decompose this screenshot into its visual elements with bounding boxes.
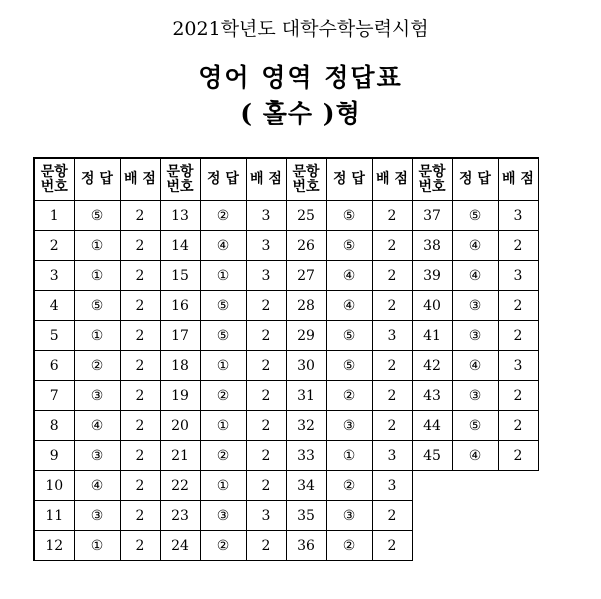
header-answer: 정 답 [452, 158, 498, 201]
answer-value: ① [200, 261, 246, 291]
answer-value: ③ [74, 441, 120, 471]
header-answer: 정 답 [200, 158, 246, 201]
empty-cell [412, 501, 538, 531]
question-number: 20 [160, 411, 200, 441]
answer-value: ④ [452, 351, 498, 381]
points-value: 2 [120, 291, 160, 321]
points-value: 2 [372, 501, 412, 531]
question-number: 2 [34, 231, 74, 261]
question-number: 14 [160, 231, 200, 261]
header-number-top: 문항 [292, 163, 320, 180]
header-question-number [160, 158, 200, 201]
answer-value: ① [326, 441, 372, 471]
points-value: 3 [498, 261, 538, 291]
answer-value: ③ [74, 381, 120, 411]
question-number: 40 [412, 291, 452, 321]
points-value: 2 [246, 531, 286, 561]
answer-key-title: 영어 영역 정답표 [198, 63, 403, 92]
question-number: 37 [412, 201, 452, 231]
points-value: 2 [372, 291, 412, 321]
table-row [34, 351, 538, 381]
answer-value: ② [200, 441, 246, 471]
question-number: 24 [160, 531, 200, 561]
points-value: 2 [120, 471, 160, 501]
answer-value: ② [326, 471, 372, 501]
empty-cell [412, 531, 538, 561]
points-value: 2 [372, 381, 412, 411]
question-number: 6 [34, 351, 74, 381]
question-number: 8 [34, 411, 74, 441]
answer-value: ④ [452, 261, 498, 291]
answer-value: ⑤ [326, 201, 372, 231]
header-points: 배 점 [498, 158, 538, 201]
answer-value: ① [74, 231, 120, 261]
points-value: 2 [246, 441, 286, 471]
question-number: 22 [160, 471, 200, 501]
header-question-number [412, 158, 452, 201]
answer-value: ⑤ [326, 231, 372, 261]
points-value: 2 [246, 411, 286, 441]
question-number: 15 [160, 261, 200, 291]
answer-value: ④ [74, 411, 120, 441]
answer-value: ③ [452, 291, 498, 321]
question-number: 21 [160, 441, 200, 471]
answer-value: ② [74, 351, 120, 381]
form-type-title: ( 홀수 )형 [240, 99, 361, 128]
points-value: 2 [120, 531, 160, 561]
header-number-bottom: 번호 [418, 178, 446, 195]
question-number: 13 [160, 201, 200, 231]
header-points: 배 점 [120, 158, 160, 201]
question-number: 17 [160, 321, 200, 351]
question-number: 32 [286, 411, 326, 441]
question-number: 30 [286, 351, 326, 381]
answer-value: ① [74, 321, 120, 351]
answer-value: ⑤ [326, 321, 372, 351]
answer-value: ④ [200, 231, 246, 261]
answer-value: ① [200, 411, 246, 441]
question-number: 44 [412, 411, 452, 441]
points-value: 2 [120, 261, 160, 291]
points-value: 2 [372, 231, 412, 261]
points-value: 2 [120, 411, 160, 441]
answer-value: ② [200, 201, 246, 231]
question-number: 42 [412, 351, 452, 381]
question-number: 5 [34, 321, 74, 351]
table-row [34, 441, 538, 471]
answer-value: ④ [326, 261, 372, 291]
points-value: 2 [120, 381, 160, 411]
question-number: 19 [160, 381, 200, 411]
answer-value: ③ [326, 411, 372, 441]
points-value: 3 [372, 441, 412, 471]
table-row [34, 231, 538, 261]
points-value: 2 [120, 441, 160, 471]
table-row [34, 291, 538, 321]
question-number: 3 [34, 261, 74, 291]
header-number-bottom: 번호 [292, 178, 320, 195]
points-value: 2 [246, 321, 286, 351]
header-number-top: 문항 [40, 163, 68, 180]
question-number: 9 [34, 441, 74, 471]
points-value: 2 [246, 291, 286, 321]
answer-value: ② [200, 381, 246, 411]
empty-cell [412, 471, 538, 501]
question-number: 43 [412, 381, 452, 411]
answer-value: ⑤ [326, 351, 372, 381]
points-value: 2 [372, 411, 412, 441]
question-number: 28 [286, 291, 326, 321]
answer-value: ⑤ [74, 291, 120, 321]
header-question-number [286, 158, 326, 201]
table-row [34, 471, 538, 501]
points-value: 2 [246, 381, 286, 411]
answer-value: ⑤ [452, 201, 498, 231]
header-number-bottom: 번호 [40, 178, 68, 195]
points-value: 2 [246, 471, 286, 501]
points-value: 2 [372, 201, 412, 231]
answer-value: ③ [326, 501, 372, 531]
points-value: 3 [498, 351, 538, 381]
answer-value: ② [200, 531, 246, 561]
answer-value: ③ [74, 501, 120, 531]
points-value: 2 [372, 351, 412, 381]
question-number: 23 [160, 501, 200, 531]
question-number: 29 [286, 321, 326, 351]
question-number: 36 [286, 531, 326, 561]
exam-title: 2021학년도 대학수학능력시험 [172, 18, 429, 40]
points-value: 2 [372, 261, 412, 291]
table-row [34, 261, 538, 291]
table-row [34, 381, 538, 411]
points-value: 3 [246, 201, 286, 231]
question-number: 1 [34, 201, 74, 231]
points-value: 2 [120, 321, 160, 351]
answer-value: ⑤ [74, 201, 120, 231]
answer-value: ④ [326, 291, 372, 321]
header-number-bottom: 번호 [166, 178, 194, 195]
answer-value: ① [200, 351, 246, 381]
points-value: 2 [498, 231, 538, 261]
answer-value: ② [326, 381, 372, 411]
header-points: 배 점 [372, 158, 412, 201]
answer-value: ③ [200, 501, 246, 531]
answer-value: ① [200, 471, 246, 501]
header-answer: 정 답 [74, 158, 120, 201]
answer-table [33, 157, 539, 561]
header-row [34, 158, 538, 201]
question-number: 4 [34, 291, 74, 321]
points-value: 2 [372, 531, 412, 561]
answer-value: ④ [452, 231, 498, 261]
table-row [34, 531, 538, 561]
question-number: 45 [412, 441, 452, 471]
table-row [34, 501, 538, 531]
question-number: 12 [34, 531, 74, 561]
answer-value: ⑤ [200, 291, 246, 321]
question-number: 10 [34, 471, 74, 501]
points-value: 2 [498, 381, 538, 411]
question-number: 25 [286, 201, 326, 231]
answer-value: ② [326, 531, 372, 561]
question-number: 7 [34, 381, 74, 411]
points-value: 2 [120, 351, 160, 381]
question-number: 34 [286, 471, 326, 501]
header-number-top: 문항 [166, 163, 194, 180]
header-number-top: 문항 [418, 163, 446, 180]
points-value: 2 [120, 501, 160, 531]
points-value: 3 [246, 261, 286, 291]
answer-table-body [34, 201, 538, 561]
answer-value: ① [74, 261, 120, 291]
points-value: 3 [246, 501, 286, 531]
points-value: 2 [246, 351, 286, 381]
answer-value: ⑤ [200, 321, 246, 351]
answer-value: ③ [452, 321, 498, 351]
points-value: 3 [372, 471, 412, 501]
question-number: 39 [412, 261, 452, 291]
question-number: 38 [412, 231, 452, 261]
points-value: 2 [498, 441, 538, 471]
points-value: 3 [246, 231, 286, 261]
header-points: 배 점 [246, 158, 286, 201]
points-value: 2 [498, 321, 538, 351]
question-number: 33 [286, 441, 326, 471]
table-row [34, 411, 538, 441]
table-row [34, 321, 538, 351]
header-question-number [34, 158, 74, 201]
answer-value: ① [74, 531, 120, 561]
question-number: 26 [286, 231, 326, 261]
question-number: 11 [34, 501, 74, 531]
question-number: 31 [286, 381, 326, 411]
question-number: 16 [160, 291, 200, 321]
table-row [34, 201, 538, 231]
answer-value: ④ [452, 441, 498, 471]
answer-value: ③ [452, 381, 498, 411]
header-answer: 정 답 [326, 158, 372, 201]
question-number: 18 [160, 351, 200, 381]
question-number: 27 [286, 261, 326, 291]
points-value: 2 [120, 231, 160, 261]
answer-value: ④ [74, 471, 120, 501]
answer-value: ⑤ [452, 411, 498, 441]
question-number: 35 [286, 501, 326, 531]
points-value: 2 [120, 201, 160, 231]
question-number: 41 [412, 321, 452, 351]
points-value: 3 [372, 321, 412, 351]
points-value: 2 [498, 411, 538, 441]
points-value: 2 [498, 291, 538, 321]
points-value: 3 [498, 201, 538, 231]
